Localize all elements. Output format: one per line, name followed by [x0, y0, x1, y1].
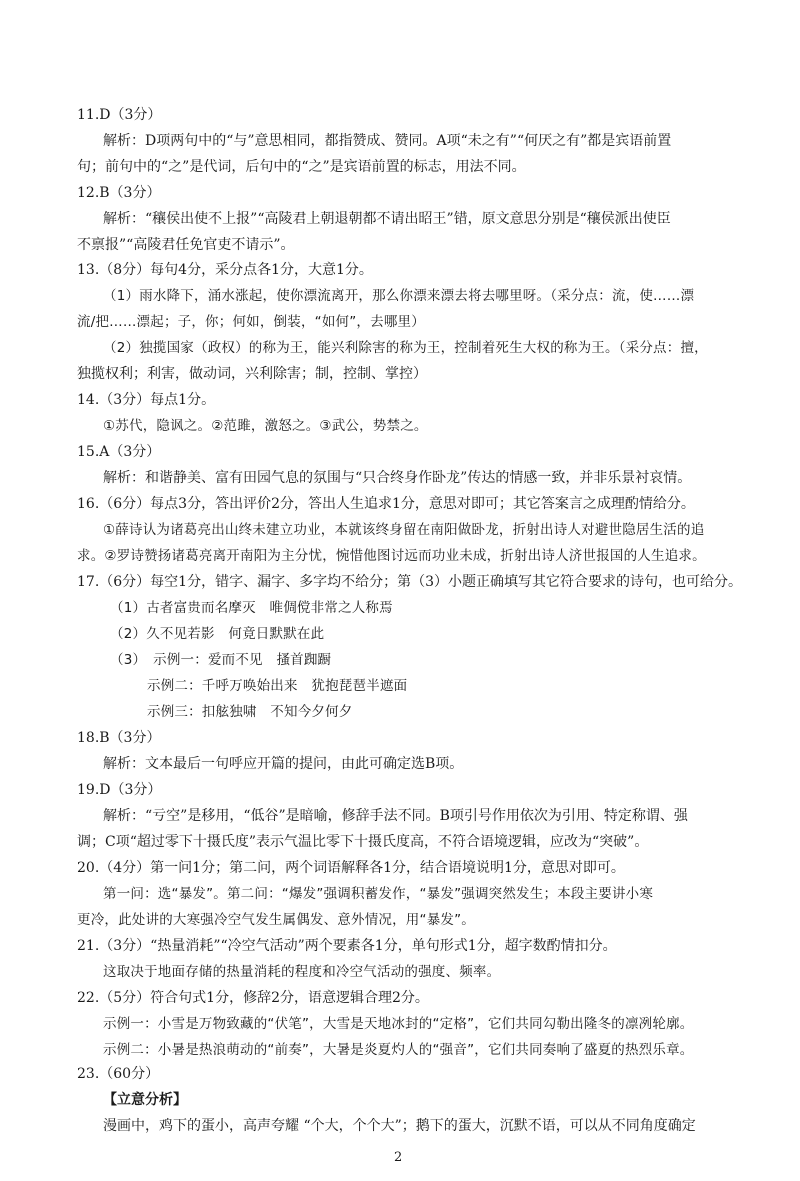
- answer-19-analysis-line1: 解析：“亏空”是移用，“低谷”是暗喻，修辞手法不同。B项引号作用依次为引用、特定称谓、强: [103, 808, 688, 824]
- answer-13-part1-line1: （1）雨水降下，涌水涨起，使你漂流离开，那么你漂来漂去将去哪里呀。（采分点：流，使……漂: [103, 288, 695, 304]
- answer-14-header: 14.（3分）每点1分。: [77, 392, 216, 408]
- answer-17-part3-example3: 示例三：扣舷独啸 不知今夕何夕: [147, 704, 353, 720]
- answer-13-part2-line2: 独揽权利；利害，做动词，兴利除害；制，控制、掌控）: [77, 366, 427, 382]
- answer-17-part3-example1: （3） 示例一：爱而不见 搔首踟蹰: [110, 652, 332, 668]
- answer-20-header: 20.（4分）第一问1分；第二问，两个词语解释各1分，结合语境说明1分，意思对即可。: [77, 860, 625, 876]
- answer-22-example1: 示例一：小雪是万物致藏的“伏笔”，大雪是天地冰封的“定格”，它们共同勾勒出隆冬的凛冽轮廓。: [103, 1016, 694, 1032]
- answer-19-analysis-line2: 调；C项“超过零下十摄氏度”表示气温比零下十摄氏度高，不符合语境逻辑，应改为“突破”。: [77, 834, 649, 850]
- answer-13-part2-line1: （2）独揽国家（政权）的称为王，能兴利除害的称为王，控制着死生大权的称为王。（采分点：擅，: [103, 340, 708, 356]
- answer-22-example2: 示例二：小暑是热浪萌动的“前奏”，大暑是炎夏灼人的“强音”，它们共同奏响了盛夏的热烈乐章。: [103, 1042, 694, 1058]
- answer-18-header: 18.B（3分）: [77, 730, 161, 746]
- answer-12-analysis-line1: 解析：“穰侯出使不上报”“高陵君上朝退朝都不请出昭王”错，原文意思分别是“穰侯派出使臣: [103, 211, 671, 227]
- answer-17-header: 17.（6分）每空1分，错字、漏字、多字均不给分；第（3）小题正确填写其它符合要求的诗句，也可给分。: [77, 574, 742, 590]
- answer-16-point1: ①薛诗认为诸葛亮出山终未建立功业，本就该终身留在南阳做卧龙，折射出诗人对避世隐居生活的追: [103, 522, 705, 538]
- answer-11-analysis-line2: 句；前句中的“之”是代词，后句中的“之”是宾语前置的标志，用法不同。: [77, 159, 526, 175]
- answer-15-header: 15.A（3分）: [77, 444, 161, 460]
- answer-11-header: 11.D（3分）: [77, 107, 162, 123]
- answer-12-analysis-line2: 不禀报”“高陵君任免官吏不请示”。: [77, 237, 295, 253]
- answer-13-header: 13.（8分）每句4分，采分点各1分，大意1分。: [77, 262, 373, 278]
- answer-20-explanation-line2: 更冷，此处讲的大寒强冷空气发生属偶发、意外情况，用“暴发”。: [77, 912, 475, 928]
- answer-19-header: 19.D（3分）: [77, 782, 162, 798]
- answer-17-part3-example2: 示例二：千呼万唤始出来 犹抱琵琶半遮面: [147, 678, 408, 694]
- answer-16-point2: 求。②罗诗赞扬诸葛亮离开南阳为主分忧，惋惜他图讨远而功业未成，折射出诗人济世报国的人生追求。: [77, 548, 706, 564]
- answer-21-header: 21.（3分）“热量消耗”“冷空气活动”两个要素各1分，单句形式1分，超字数酌情扣分。: [77, 938, 617, 954]
- answer-17-part2: （2）久不见若影 何竟日默默在此: [110, 626, 325, 642]
- section-heading-theme-analysis: 【立意分析】: [103, 1092, 187, 1108]
- answer-14-points: ①苏代，隐讽之。②范雎，激怒之。③武公，势禁之。: [103, 418, 428, 434]
- answer-18-analysis: 解析：文本最后一句呼应开篇的提问，由此可确定选B项。: [103, 756, 464, 772]
- answer-23-header: 23.（60分）: [77, 1066, 160, 1082]
- answer-13-part1-line2: 流/把……漂起；子，你；何如，倒装，“如何”，去哪里）: [77, 314, 425, 330]
- answer-11-analysis-line1: 解析：D项两句中的“与”意思相同，都指赞成、赞同。A项“未之有”“何厌之有”都是宾语前置: [103, 133, 672, 149]
- answer-20-explanation-line1: 第一问：选“暴发”。第二问：“爆发”强调积蓄发作，“暴发”强调突然发生；本段主要讲小寒: [103, 886, 654, 902]
- answer-21-sample: 这取决于地面存储的热量消耗的程度和冷空气活动的强度、频率。: [103, 964, 501, 980]
- answer-15-analysis: 解析：和谐静美、富有田园气息的氛围与“只合终身作卧龙”传达的情感一致，并非乐景衬哀情。: [103, 470, 692, 486]
- answer-12-header: 12.B（3分）: [77, 185, 161, 201]
- answer-16-header: 16.（6分）每点3分，答出评价2分，答出人生追求1分，意思对即可；其它答案言之成理酌情给分。: [77, 496, 695, 512]
- answer-23-analysis-line1: 漫画中，鸡下的蛋小，高声夸耀 “个大，个个大”；鹅下的蛋大，沉默不语，可以从不同角度确定: [103, 1118, 696, 1134]
- answer-17-part1: （1）古者富贵而名摩灭 唯倜傥非常之人称焉: [110, 600, 393, 616]
- page-number: 2: [394, 1150, 403, 1165]
- answer-22-header: 22.（5分）符合句式1分，修辞2分，语意逻辑合理2分。: [77, 990, 429, 1006]
